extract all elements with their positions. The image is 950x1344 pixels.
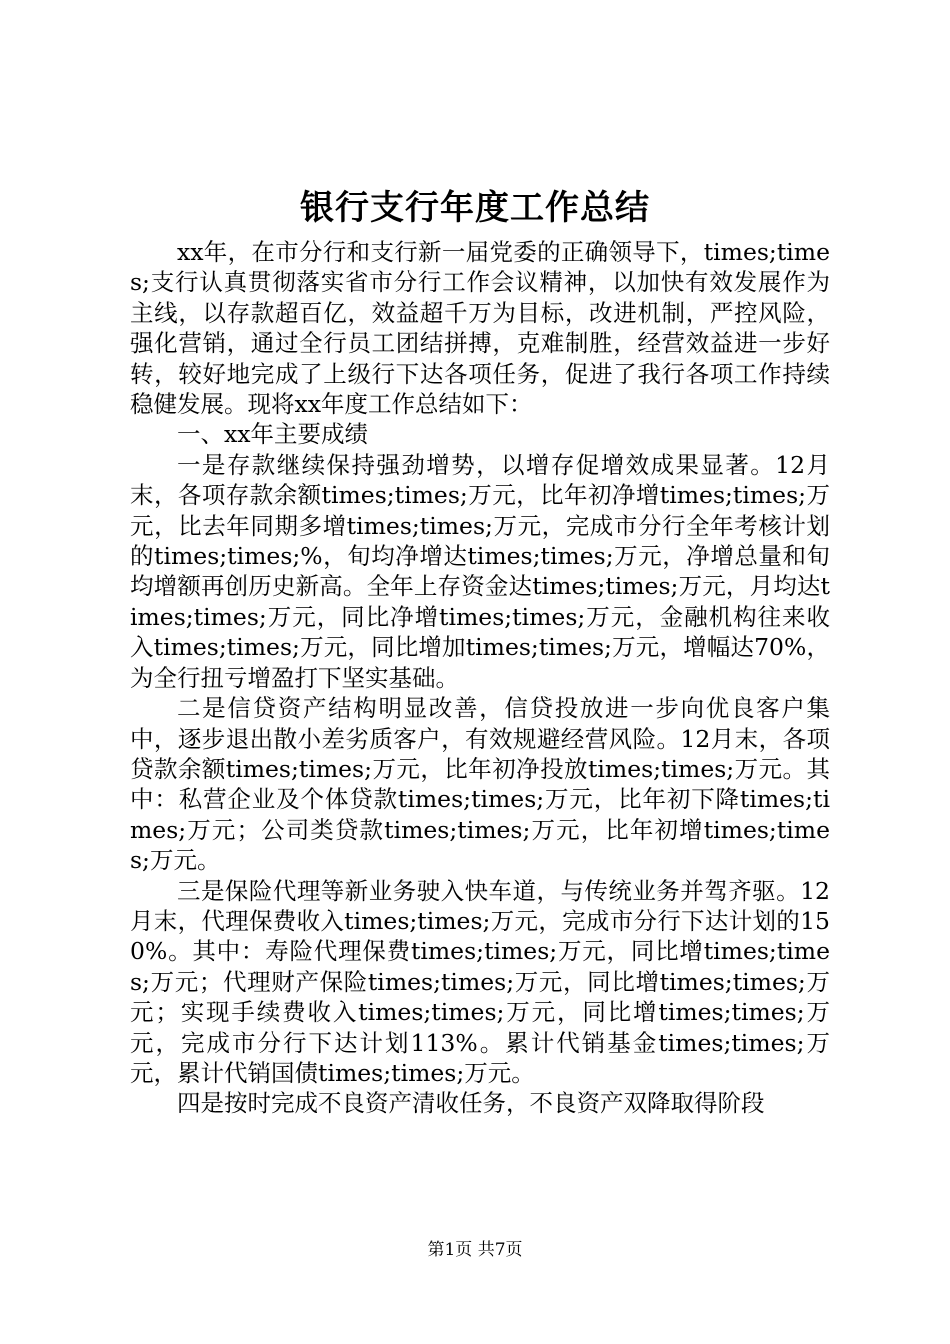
deposit-paragraph: 一是存款继续保持强劲增势，以增存促增效成果显著。12月末，各项存款余额times;times;万元，比年初净增times;times;万元，比去年同期多增times;times;万元，完成市分行全年考核计划的times;times;%，旬均净增达times;times;万元，净增总量和旬均增额再创历史新高。全年上存资金达times;times;万元，月均达times;times;万元，同比净增times;times;万元，金融机构往来收入times;times;万元，同比增加times;times;万元，增幅达70%，为全行扭亏增盈打下坚实基础。: [130, 450, 830, 692]
section-heading: 一、xx年主要成绩: [177, 420, 369, 449]
insurance-paragraph: 三是保险代理等新业务驶入快车道，与传统业务并驾齐驱。12月末，代理保费收入times;times;万元，完成市分行下达计划的150%。其中：寿险代理保费times;times;万元，同比增times;times;万元；代理财产保险times;times;万元，同比增times;times;万元；实现手续费收入times;times;万元，同比增times;times;万元，完成市分行下达计划113%。累计代销基金times;times;万元，累计代销国债times;times;万元。: [130, 876, 830, 1087]
document-title: 银行支行年度工作总结: [300, 188, 650, 228]
nonperforming-paragraph: 四是按时完成不良资产清收任务，不良资产双降取得阶段: [177, 1089, 765, 1118]
document-body: [130, 237, 830, 1119]
intro-paragraph: xx年，在市分行和支行新一届党委的正确领导下，times;times;支行认真贯彻落实省市分行工作会议精神，以加快有效发展作为主线，以存款超百亿，效益超千万为目标，改进机制，严控风险，强化营销，通过全行员工团结拼搏，克难制胜，经营效益进一步好转，较好地完成了上级行下达各项任务，促进了我行各项工作持续稳健发展。现将xx年度工作总结如下：: [130, 238, 830, 419]
credit-paragraph: 二是信贷资产结构明显改善，信贷投放进一步向优良客户集中，逐步退出散小差劣质客户，有效规避经营风险。12月末，各项贷款余额times;times;万元，比年初净投放times;times;万元。其中：私营企业及个体贷款times;times;万元，比年初下降times;times;万元；公司类贷款times;times;万元，比年初增times;times;万元。: [130, 694, 830, 875]
page-footer: 第1页 共7页: [427, 1240, 523, 1260]
